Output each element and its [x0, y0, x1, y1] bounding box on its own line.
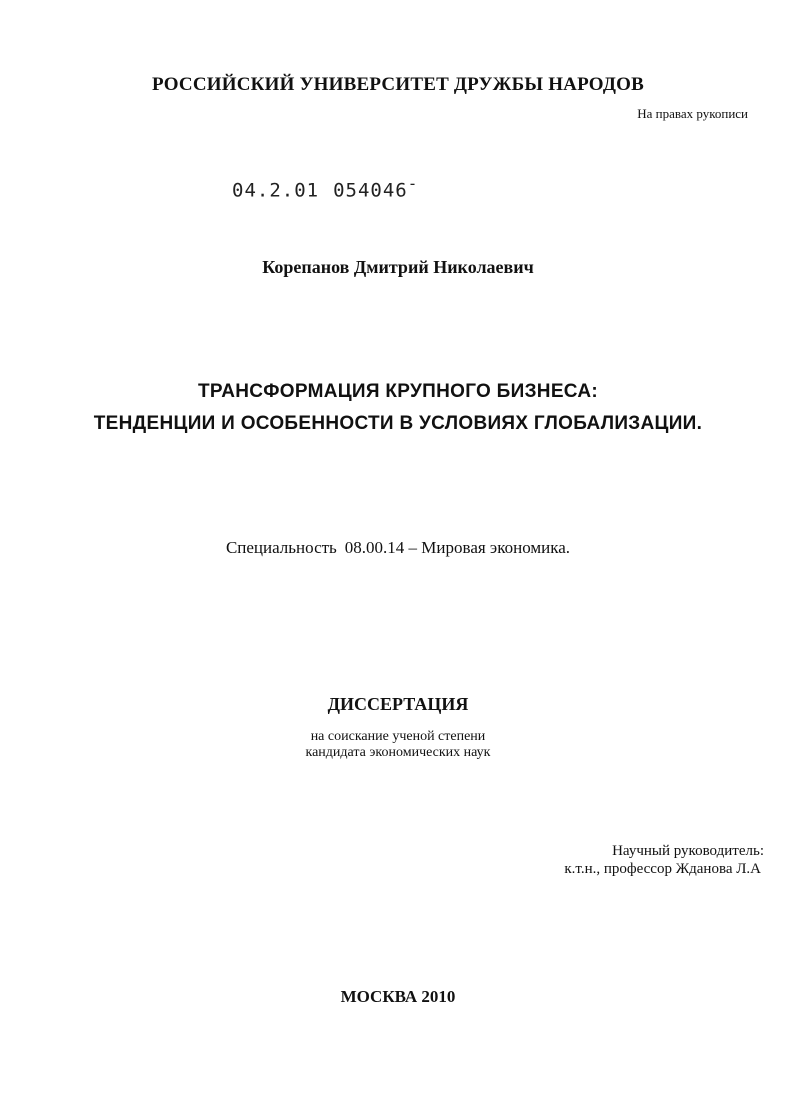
city-year: МОСКВА 2010 [340, 987, 456, 1006]
specialty [0, 538, 796, 558]
catalog-number-part2: 054046 [333, 179, 408, 202]
catalog-number [232, 174, 418, 201]
thesis-title-line1: ТРАНСФОРМАЦИЯ КРУПНОГО БИЗНЕСА: [198, 381, 598, 402]
specialty-value: 08.00.14 – Мировая экономика. [344, 538, 571, 557]
work-type: ДИССЕРТАЦИЯ [327, 694, 469, 714]
rights-note: На правах рукописи [637, 106, 748, 121]
author-name: Корепанов Дмитрий Николаевич [262, 257, 534, 277]
supervisor-label: Научный руководитель: [612, 843, 764, 859]
specialty-label: Специальность [225, 538, 337, 557]
supervisor-name: к.т.н., профессор Жданова Л.А [564, 861, 761, 877]
degree-line2: кандидата экономических наук [305, 745, 491, 760]
catalog-number-part1: 04.2.01 [232, 179, 320, 202]
catalog-mark: - [407, 174, 419, 193]
thesis-title-line2: ТЕНДЕНЦИИ И ОСОБЕННОСТИ В УСЛОВИЯХ ГЛОБАЛИЗАЦИИ. [93, 413, 703, 434]
degree-line1: на соискание ученой степени [310, 729, 486, 744]
university-name: РОССИЙСКИЙ УНИВЕРСИТЕТ ДРУЖБЫ НАРОДОВ [152, 74, 644, 95]
